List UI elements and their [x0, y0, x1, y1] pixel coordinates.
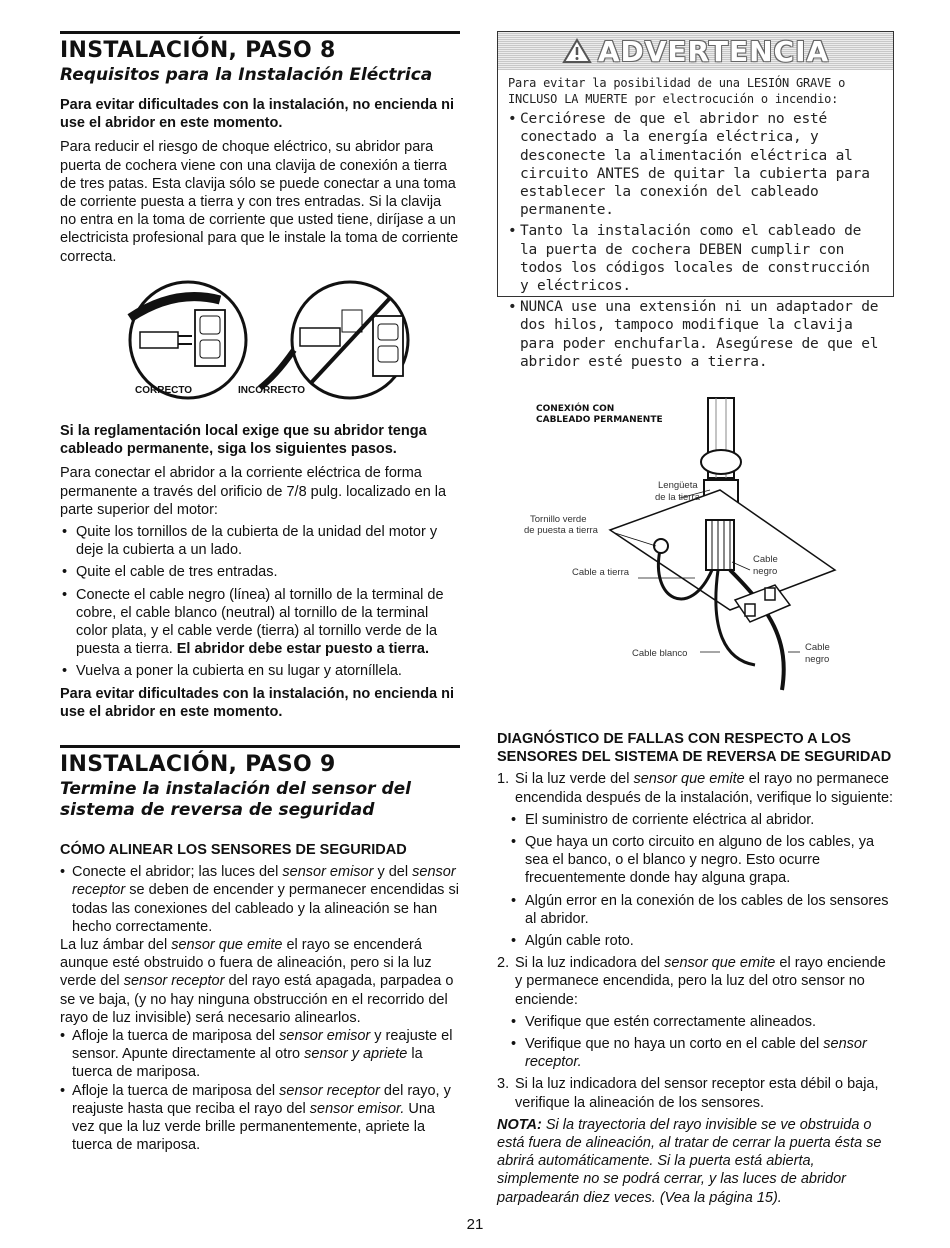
list-item: • Algún cable roto. — [497, 932, 897, 950]
list-item: • NUNCA use una extensión ni un adaptador de dos hilos, tampoco modifique la clavija para poder enchufarla. Asegúrese de que el abridor esté puesto a tierra. — [508, 298, 883, 371]
incorrect-plug-icon — [260, 282, 408, 398]
step9-section — [60, 745, 460, 1154]
sub-list — [497, 811, 897, 950]
permanent-wiring-heading: Si la reglamentación local exige que su abridor tenga cableado permanente, siga los siguientes pasos. — [60, 423, 427, 458]
list-item: • Quite los tornillos de la cubierta de la unidad del motor y deje la cubierta a un lado. — [60, 523, 460, 559]
label-cable-blanco: Cable blanco — [632, 648, 688, 659]
step9-title: INSTALACIÓN, PASO 9 — [60, 752, 336, 777]
align-list-2 — [60, 1027, 460, 1154]
list-item: • Verifique que estén correctamente alineados. — [497, 1013, 897, 1031]
diagram-caption: CONEXIÓN CON CABLEADO PERMANENTE — [536, 404, 663, 425]
permanent-wiring-section — [60, 422, 460, 721]
page-number: 21 — [466, 1216, 484, 1233]
warning-box — [497, 31, 894, 370]
label-cable-negro-bottom-2: negro — [805, 654, 830, 665]
warning-header — [498, 32, 893, 70]
label-cable-negro: Cable — [753, 554, 778, 565]
step9-subtitle: Termine la instalación del sensor del sistema de reversa de seguridad — [60, 779, 411, 820]
diagnostics-list — [497, 770, 897, 1111]
label-cable-negro-2: negro — [753, 566, 778, 577]
step8-section — [60, 31, 460, 266]
divider — [60, 745, 460, 748]
label-tornillo-2: de puesta a tierra — [524, 525, 598, 536]
warning-text — [498, 70, 893, 371]
list-item: 3. Si la luz indicadora del sensor receptor esta débil o baja, verifique la alineación de los sensores. — [497, 1076, 879, 1111]
warning-title: ADVERTENCIA — [597, 34, 830, 68]
wiring-steps-list — [60, 523, 460, 681]
step9-para: La luz ámbar del sensor que emite el rayo se encenderá aunque esté obstruido o fuera de alineación, pero si la luz verde del sensor receptor del rayo está apagada, parpadea o se ve baja, (y no hay ninguna obstrucción en el recorrido del rayo de luz invisible) será necesario alinearlos. — [60, 937, 454, 1026]
list-item: 2. Si la luz indicadora del sensor que emite el rayo enciende y permanece encendida, pero la luz del otro sensor no enciende: • Verifique que estén correctamente alineados. • Verifique que no haya un corto en el cable del sensor receptor. — [497, 954, 897, 1071]
warning-intro: Para evitar la posibilidad de una LESIÓN GRAVE o INCLUSO LA MUERTE por electrocución o incendio: — [508, 76, 846, 106]
warning-list — [508, 110, 883, 371]
step8-title: INSTALACIÓN, PASO 8 — [60, 38, 336, 63]
list-item: • Verifique que no haya un corto en el cable del sensor receptor. — [497, 1035, 897, 1071]
step8-warning-outro: Para evitar dificultades con la instalación, no encienda ni use el abridor en este momento. — [60, 685, 455, 720]
list-item: • Afloje la tuerca de mariposa del sensor receptor del rayo, y reajuste hasta que reciba el rayo del sensor emisor. Una vez que la luz verde brille permanentemente, apriete la tuerca de mariposa. — [60, 1082, 460, 1155]
permanent-wiring-para: Para conectar el abridor a la corriente eléctrica de forma permanente a través del orificio de 7/8 pulg. localizado en la parte superior del motor: — [60, 465, 447, 518]
list-item: 1. Si la luz verde del sensor que emite el rayo no permanece encendida después de la instalación, verifique lo siguiente: • El suministro de corriente eléctrica al abridor. • Que haya un corto circuito en alguno de los cables, ya sea el banco, o el blanco y negro. Esto ocurre frecuentemente donde hay alguna grapa. • Algún error en la conexión de los cables de los sensores al abridor. • Algún cable roto. — [497, 770, 897, 950]
list-item: • Conecte el abridor; las luces del sensor emisor y del sensor receptor se deben de encender y permanecer encendidas si todas las conexiones del cableado y la alineación se han hecho correctamente. — [60, 863, 460, 936]
list-item: • Cerciórese de que el abridor no esté conectado a la energía eléctrica, y desconecte la alimentación eléctrica al circuito ANTES de quitar la cubierta para establecer la conexión del cableado permanente. — [508, 110, 883, 219]
list-item: • Tanto la instalación como el cableado de la puerta de cochera DEBEN cumplir con todos los códigos locales de construcción y eléctricos. — [508, 222, 883, 295]
green-screw-icon — [654, 539, 668, 553]
list-item: • Afloje la tuerca de mariposa del sensor emisor y reajuste el sensor. Apunte directamente al otro sensor y apriete la tuerca de mariposa. — [60, 1027, 460, 1082]
diagnostics-heading: DIAGNÓSTICO DE FALLAS CON RESPECTO A LOS SENSORES DEL SISTEMA DE REVERSA DE SEGURIDAD — [497, 731, 892, 766]
wiring-diagram — [520, 390, 860, 700]
label-cable-negro-bottom: Cable — [805, 642, 830, 653]
step8-warning-intro: Para evitar dificultades con la instalación, no encienda ni use el abridor en este momento. — [60, 97, 455, 132]
diagnostics-section — [497, 730, 897, 1207]
list-item: • Quite el cable de tres entradas. — [60, 563, 460, 581]
align-list-1 — [60, 863, 460, 936]
warning-triangle-icon — [562, 38, 592, 64]
list-item: • Algún error en la conexión de los cables de los sensores al abridor. — [497, 892, 897, 928]
step8-para1: Para reducir el riesgo de choque eléctrico, su abridor para puerta de cochera viene con una clavija de conexión a tierra de tres patas. Esta clavija sólo se puede conectar a una toma de corriente puesta a tierra y con tres entradas. Si la clavija no entra en la toma de corriente que usted tiene, diríjase a un electricista profesional para que le instale la toma de corriente correcta. — [60, 139, 459, 265]
correct-plug-icon — [130, 282, 246, 398]
list-item: • Que haya un corto circuito en alguno de los cables, ya sea el banco, o el blanco y negro. Esto ocurre frecuentemente donde hay alguna grapa. — [497, 833, 897, 888]
label-cable-tierra: Cable a tierra — [572, 567, 630, 578]
step9-heading: CÓMO ALINEAR LOS SENSORES DE SEGURIDAD — [60, 842, 407, 858]
list-item: • Vuelva a poner la cubierta en su lugar y atorníllela. — [60, 662, 460, 680]
label-incorrect: INCORRECTO — [238, 385, 306, 396]
label-lengueta-2: de la tierra — [655, 492, 700, 503]
divider — [60, 31, 460, 34]
sub-list — [497, 1013, 897, 1072]
label-tornillo: Tornillo verde — [530, 514, 587, 525]
label-correct: CORRECTO — [135, 385, 193, 396]
list-item: • El suministro de corriente eléctrica al abridor. — [497, 811, 897, 829]
step8-subtitle: Requisitos para la Instalación Eléctrica — [60, 65, 433, 85]
label-lengueta: Lengüeta — [658, 480, 698, 491]
list-item: • Conecte el cable negro (línea) al tornillo de la terminal de cobre, el cable blanco (neutral) al tornillo de la terminal color plata, y el cable verde (tierra) al tornillo verde de la puesta a tierra. El abridor debe estar puesto a tierra. — [60, 586, 460, 659]
diagnostics-note: NOTA: Si la trayectoria del rayo invisible se ve obstruida o está fuera de alineación, al tratar de cerrar la puerta ésta se abrirá automáticamente. Si la puerta está abierta, simplemente no se podrá cerrar, y las luces de abridor parpadearán diez veces. (Vea la página 15). — [497, 1116, 882, 1206]
